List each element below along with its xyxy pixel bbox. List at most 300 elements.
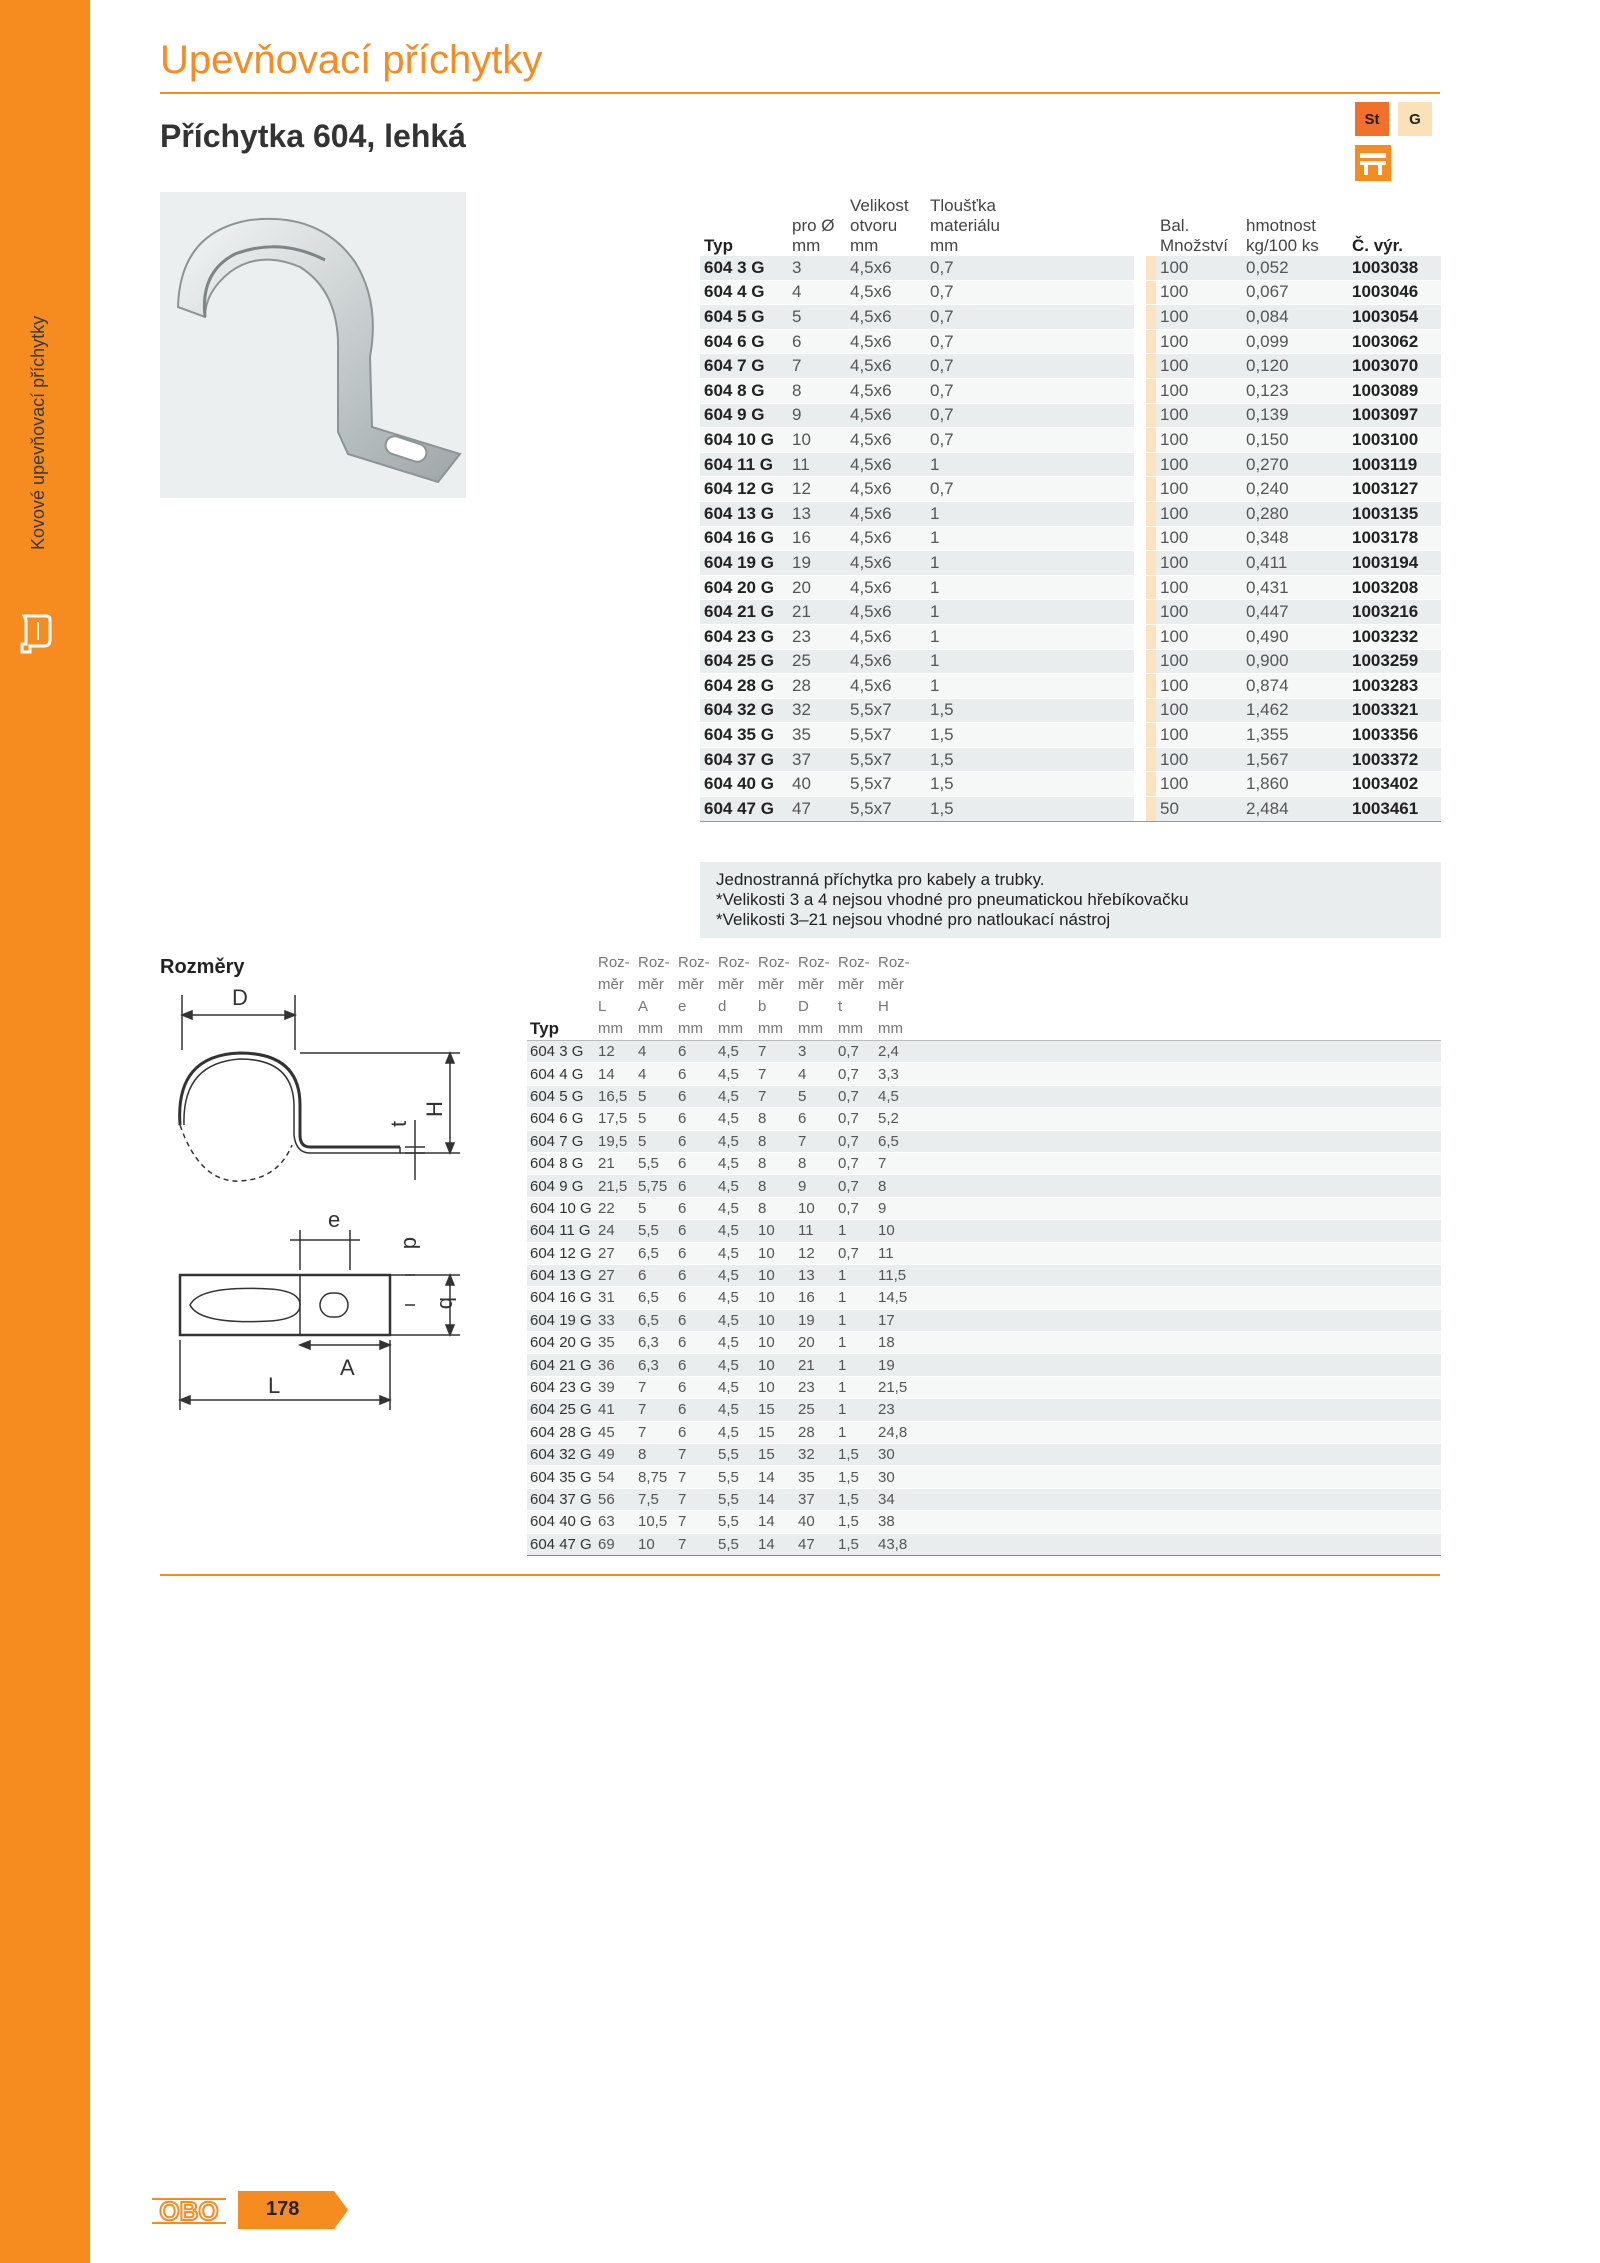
cell: 1 — [835, 1376, 875, 1398]
cell: 604 8 G — [527, 1152, 595, 1174]
cell: 1003046 — [1348, 280, 1441, 305]
cell: 11 — [788, 452, 846, 477]
stripe-cell — [1146, 649, 1156, 674]
cell: 6 — [675, 1041, 715, 1063]
col-hole: Velikost otvoru mm — [850, 196, 909, 255]
cell: 6 — [675, 1197, 715, 1219]
cell: 0,240 — [1242, 477, 1348, 502]
cell: 7,5 — [635, 1488, 675, 1510]
cell: 43,8 — [875, 1533, 915, 1555]
product-row — [700, 329, 1441, 354]
cell: 4 — [795, 1063, 835, 1085]
cell: 100 — [1156, 747, 1242, 772]
cell: 41 — [595, 1399, 635, 1421]
cell: 604 23 G — [527, 1376, 595, 1398]
cell: 0,7 — [835, 1063, 875, 1085]
cell: 10,5 — [635, 1511, 675, 1533]
cell: 1003178 — [1348, 526, 1441, 551]
gap-cell — [1134, 723, 1146, 748]
cell: 5 — [795, 1085, 835, 1107]
stripe-cell — [1146, 600, 1156, 625]
dimension-row — [527, 1511, 1441, 1533]
gap-cell — [1134, 698, 1146, 723]
dim-header: mm — [675, 1018, 715, 1041]
cell: 604 20 G — [700, 575, 788, 600]
filler-cell — [915, 1533, 1441, 1555]
filler-cell — [915, 1376, 1441, 1398]
cell: 8,75 — [635, 1466, 675, 1488]
dimension-row — [527, 1152, 1441, 1174]
cell: 1 — [835, 1220, 875, 1242]
cell: 14 — [755, 1466, 795, 1488]
cell: 8 — [795, 1152, 835, 1174]
stripe-cell — [1146, 305, 1156, 330]
cell: 604 11 G — [700, 452, 788, 477]
header-filler — [915, 1018, 1441, 1041]
label-d: d — [399, 1237, 424, 1250]
gap-cell — [1134, 477, 1146, 502]
stripe-cell — [1146, 624, 1156, 649]
dimension-drawing — [160, 985, 490, 1425]
dimension-row — [527, 1421, 1441, 1443]
label-b: b — [435, 1297, 460, 1310]
cell: 4,5x6 — [846, 378, 926, 403]
cell: 19 — [788, 551, 846, 576]
cell: 30 — [875, 1466, 915, 1488]
dim-header: měr — [718, 976, 744, 993]
cell: 1,5 — [835, 1511, 875, 1533]
cell: 50 — [1156, 797, 1242, 822]
cell: 604 21 G — [527, 1354, 595, 1376]
cell: 1,5 — [926, 723, 1134, 748]
dim-header: Roz- — [598, 954, 630, 971]
cell: 604 3 G — [527, 1041, 595, 1063]
cell: 100 — [1156, 280, 1242, 305]
cell: 7 — [755, 1041, 795, 1063]
cell: 1003194 — [1348, 551, 1441, 576]
stripe-cell — [1146, 772, 1156, 797]
cell: 0,139 — [1242, 403, 1348, 428]
cell: 7 — [755, 1085, 795, 1107]
cell: 7 — [755, 1063, 795, 1085]
gap-cell — [1134, 600, 1146, 625]
stripe-cell — [1146, 797, 1156, 822]
cell: 2,484 — [1242, 797, 1348, 822]
col-typ: Typ — [527, 1018, 595, 1041]
stripe-cell — [1146, 477, 1156, 502]
cell: 0,7 — [835, 1242, 875, 1264]
cell: 8 — [755, 1130, 795, 1152]
gap-cell — [1134, 354, 1146, 379]
cell: 4,5 — [715, 1421, 755, 1443]
cell: 7 — [795, 1130, 835, 1152]
product-title: Příchytka 604, lehká — [160, 118, 466, 154]
dim-header: Roz- — [718, 954, 750, 971]
cell: 1 — [835, 1421, 875, 1443]
filler-cell — [915, 1130, 1441, 1152]
cell: 100 — [1156, 354, 1242, 379]
dimension-row — [527, 1175, 1441, 1197]
cell: 7 — [635, 1376, 675, 1398]
label-L: L — [268, 1373, 281, 1398]
stripe-cell — [1146, 526, 1156, 551]
cell: 5 — [788, 305, 846, 330]
stripe-cell — [1146, 674, 1156, 699]
cell: 10 — [755, 1376, 795, 1398]
cell: 6,5 — [635, 1242, 675, 1264]
gap-cell — [1134, 649, 1146, 674]
cell: 15 — [755, 1399, 795, 1421]
cell: 18 — [875, 1332, 915, 1354]
cell: 37 — [795, 1488, 835, 1510]
dimension-row — [527, 1444, 1441, 1466]
cell: 1 — [926, 551, 1134, 576]
cell: 1,5 — [835, 1466, 875, 1488]
cell: 23 — [875, 1399, 915, 1421]
cell: 4,5x6 — [846, 280, 926, 305]
cell: 604 28 G — [527, 1421, 595, 1443]
cell: 4 — [635, 1063, 675, 1085]
cell: 0,7 — [926, 329, 1134, 354]
dim-header: mm — [715, 1018, 755, 1041]
dim-header: Roz- — [758, 954, 790, 971]
dimension-row — [527, 1264, 1441, 1286]
label-D: D — [232, 985, 248, 1010]
cell: 1,5 — [926, 772, 1134, 797]
cell: 4,5x6 — [846, 551, 926, 576]
cell: 1 — [835, 1399, 875, 1421]
cell: 27 — [595, 1264, 635, 1286]
dimension-row — [527, 1488, 1441, 1510]
cell: 1003119 — [1348, 452, 1441, 477]
cell: 604 40 G — [700, 772, 788, 797]
cell: 5,5 — [715, 1444, 755, 1466]
cell: 21 — [788, 600, 846, 625]
filler-cell — [915, 1332, 1441, 1354]
cell: 100 — [1156, 698, 1242, 723]
filler-cell — [915, 1175, 1441, 1197]
stripe-cell — [1146, 747, 1156, 772]
cell: 5,75 — [635, 1175, 675, 1197]
cell: 6 — [675, 1309, 715, 1331]
cell: 14,5 — [875, 1287, 915, 1309]
cell: 0,7 — [926, 477, 1134, 502]
cell: 0,874 — [1242, 674, 1348, 699]
cell: 6,5 — [635, 1287, 675, 1309]
cell: 604 5 G — [700, 305, 788, 330]
cell: 1 — [926, 624, 1134, 649]
dimension-row — [527, 1242, 1441, 1264]
cell: 1003356 — [1348, 723, 1441, 748]
cell: 6 — [675, 1220, 715, 1242]
cell: 6 — [675, 1399, 715, 1421]
cell: 604 9 G — [527, 1175, 595, 1197]
svg-text:OBO: OBO — [159, 2196, 219, 2226]
cell: 1003259 — [1348, 649, 1441, 674]
cell: 1 — [926, 501, 1134, 526]
col-stripe — [1146, 196, 1156, 256]
product-row — [700, 280, 1441, 305]
cell: 1003402 — [1348, 772, 1441, 797]
cell: 6 — [675, 1063, 715, 1085]
cell: 4,5 — [715, 1175, 755, 1197]
dimension-row — [527, 1309, 1441, 1331]
cell: 0,348 — [1242, 526, 1348, 551]
cell: 0,7 — [926, 256, 1134, 280]
product-row — [700, 747, 1441, 772]
dimension-row — [527, 1332, 1441, 1354]
filler-cell — [915, 1444, 1441, 1466]
cell: 4,5x6 — [846, 477, 926, 502]
cell: 11 — [875, 1242, 915, 1264]
product-row — [700, 649, 1441, 674]
dim-header: měr — [638, 976, 664, 993]
cell: 10 — [755, 1242, 795, 1264]
product-row — [700, 772, 1441, 797]
cell: 10 — [635, 1533, 675, 1555]
cell: 49 — [595, 1444, 635, 1466]
product-row — [700, 551, 1441, 576]
cell: 25 — [788, 649, 846, 674]
cell: 6 — [675, 1130, 715, 1152]
cell: 12 — [788, 477, 846, 502]
cell: 5,5 — [715, 1466, 755, 1488]
gap-cell — [1134, 280, 1146, 305]
cell: 1003232 — [1348, 624, 1441, 649]
cell: 0,447 — [1242, 600, 1348, 625]
cell: 69 — [595, 1533, 635, 1555]
cell: 30 — [875, 1444, 915, 1466]
product-row — [700, 698, 1441, 723]
cell: 32 — [788, 698, 846, 723]
header-blank — [527, 952, 595, 974]
cell: 7 — [875, 1152, 915, 1174]
col-diameter: pro Ø mm — [792, 216, 835, 255]
cell: 7 — [675, 1533, 715, 1555]
hammer-tool-icon — [1355, 145, 1391, 181]
cell: 1,860 — [1242, 772, 1348, 797]
gap-cell — [1134, 305, 1146, 330]
cell: 37 — [788, 747, 846, 772]
cell: 604 9 G — [700, 403, 788, 428]
dim-header: Roz- — [798, 954, 830, 971]
cell: 604 23 G — [700, 624, 788, 649]
cell: 4,5 — [715, 1063, 755, 1085]
cell: 22 — [595, 1197, 635, 1219]
cell: 7 — [635, 1399, 675, 1421]
cell: 15 — [755, 1421, 795, 1443]
dimension-row — [527, 1041, 1441, 1063]
cell: 4,5 — [715, 1309, 755, 1331]
cell: 23 — [795, 1376, 835, 1398]
cell: 24,8 — [875, 1421, 915, 1443]
cell: 19 — [795, 1309, 835, 1331]
cell: 1 — [926, 452, 1134, 477]
cell: 21,5 — [595, 1175, 635, 1197]
cell: 604 47 G — [527, 1533, 595, 1555]
cell: 16,5 — [595, 1085, 635, 1107]
cell: 604 40 G — [527, 1511, 595, 1533]
dim-header: měr — [678, 976, 704, 993]
cell: 45 — [595, 1421, 635, 1443]
cell: 604 4 G — [700, 280, 788, 305]
cell: 604 32 G — [700, 698, 788, 723]
cell: 17,5 — [595, 1108, 635, 1130]
stripe-cell — [1146, 428, 1156, 453]
cell: 100 — [1156, 575, 1242, 600]
cell: 34 — [875, 1488, 915, 1510]
cell: 4,5x6 — [846, 674, 926, 699]
cell: 4,5 — [715, 1220, 755, 1242]
header-filler — [915, 974, 1441, 996]
cell: 4,5 — [715, 1354, 755, 1376]
cell: 39 — [595, 1376, 635, 1398]
filler-cell — [915, 1287, 1441, 1309]
dimension-row — [527, 1466, 1441, 1488]
cell: 1,5 — [926, 747, 1134, 772]
cell: 604 37 G — [700, 747, 788, 772]
cell: 1 — [835, 1354, 875, 1376]
cell: 35 — [595, 1332, 635, 1354]
cell: 604 13 G — [700, 501, 788, 526]
cell: 0,7 — [835, 1197, 875, 1219]
cell: 28 — [788, 674, 846, 699]
gap-cell — [1134, 747, 1146, 772]
cell: 14 — [755, 1488, 795, 1510]
cell: 1,5 — [926, 797, 1134, 822]
product-row — [700, 452, 1441, 477]
cell: 604 7 G — [527, 1130, 595, 1152]
cell: 604 20 G — [527, 1332, 595, 1354]
cell: 7 — [675, 1466, 715, 1488]
dimensions-heading: Rozměry — [160, 956, 245, 978]
cell: 27 — [595, 1242, 635, 1264]
cell: 1003054 — [1348, 305, 1441, 330]
cell: 100 — [1156, 256, 1242, 280]
cell: 7 — [788, 354, 846, 379]
product-row — [700, 501, 1441, 526]
dimension-row — [527, 1533, 1441, 1555]
cell: 8 — [755, 1108, 795, 1130]
material-badge-st: St — [1355, 102, 1389, 136]
cell: 0,7 — [835, 1041, 875, 1063]
cell: 4,5 — [715, 1085, 755, 1107]
product-row — [700, 403, 1441, 428]
cell: 604 47 G — [700, 797, 788, 822]
filler-cell — [915, 1421, 1441, 1443]
cell: 10 — [795, 1197, 835, 1219]
cell: 0,7 — [926, 378, 1134, 403]
cell: 47 — [788, 797, 846, 822]
cell: 1 — [926, 649, 1134, 674]
cell: 0,052 — [1242, 256, 1348, 280]
dimensions-table — [527, 952, 1441, 1556]
cell: 10 — [755, 1220, 795, 1242]
dim-header: mm — [595, 1018, 635, 1041]
dim-header: e — [678, 998, 687, 1015]
filler-cell — [915, 1264, 1441, 1286]
gap-cell — [1134, 428, 1146, 453]
cell: 7 — [675, 1444, 715, 1466]
dim-header: Roz- — [638, 954, 670, 971]
cell: 10 — [755, 1309, 795, 1331]
cell: 604 25 G — [700, 649, 788, 674]
filler-cell — [915, 1511, 1441, 1533]
dim-header: b — [758, 998, 767, 1015]
cell: 100 — [1156, 674, 1242, 699]
product-row — [700, 305, 1441, 330]
product-row — [700, 477, 1441, 502]
cell: 4,5x6 — [846, 526, 926, 551]
cell: 604 12 G — [527, 1242, 595, 1264]
dimension-row — [527, 1354, 1441, 1376]
cell: 6,3 — [635, 1332, 675, 1354]
cell: 1003135 — [1348, 501, 1441, 526]
product-note — [700, 862, 1441, 938]
cell: 4,5x6 — [846, 649, 926, 674]
cell: 0,7 — [926, 280, 1134, 305]
product-row — [700, 624, 1441, 649]
cell: 1003089 — [1348, 378, 1441, 403]
cell: 6 — [675, 1175, 715, 1197]
cell: 4,5 — [715, 1242, 755, 1264]
stripe-cell — [1146, 280, 1156, 305]
cell: 1 — [926, 575, 1134, 600]
cell: 100 — [1156, 551, 1242, 576]
page-number: 178 — [266, 2198, 300, 2220]
cell: 5,5x7 — [846, 797, 926, 822]
cell: 604 4 G — [527, 1063, 595, 1085]
cell: 1 — [926, 526, 1134, 551]
cell: 0,7 — [926, 305, 1134, 330]
cell: 9 — [795, 1175, 835, 1197]
filler-cell — [915, 1220, 1441, 1242]
dim-header: L — [598, 998, 607, 1015]
cell: 19 — [875, 1354, 915, 1376]
filler-cell — [915, 1152, 1441, 1174]
cell: 38 — [875, 1511, 915, 1533]
dim-header: mm — [795, 1018, 835, 1041]
cell: 4 — [635, 1041, 675, 1063]
cell: 10 — [755, 1332, 795, 1354]
cell: 5,5x7 — [846, 772, 926, 797]
cell: 8 — [755, 1152, 795, 1174]
cell: 19,5 — [595, 1130, 635, 1152]
cell: 604 13 G — [527, 1264, 595, 1286]
header-blank — [527, 996, 595, 1018]
cell: 56 — [595, 1488, 635, 1510]
cell: 0,7 — [835, 1085, 875, 1107]
cell: 4,5x6 — [846, 354, 926, 379]
cell: 604 28 G — [700, 674, 788, 699]
dimension-row — [527, 1085, 1441, 1107]
cell: 4,5 — [715, 1264, 755, 1286]
cell: 1,462 — [1242, 698, 1348, 723]
cell: 0,7 — [835, 1152, 875, 1174]
cell: 604 6 G — [527, 1108, 595, 1130]
filler-cell — [915, 1466, 1441, 1488]
cell: 6 — [675, 1085, 715, 1107]
page-title: Upevňovací příchytky — [160, 38, 543, 82]
cell: 604 35 G — [527, 1466, 595, 1488]
cell: 4,5x6 — [846, 329, 926, 354]
cell: 4,5 — [715, 1197, 755, 1219]
cell: 14 — [755, 1533, 795, 1555]
cell: 604 12 G — [700, 477, 788, 502]
cell: 3 — [788, 256, 846, 280]
cell: 16 — [788, 526, 846, 551]
dim-header: d — [718, 998, 727, 1015]
